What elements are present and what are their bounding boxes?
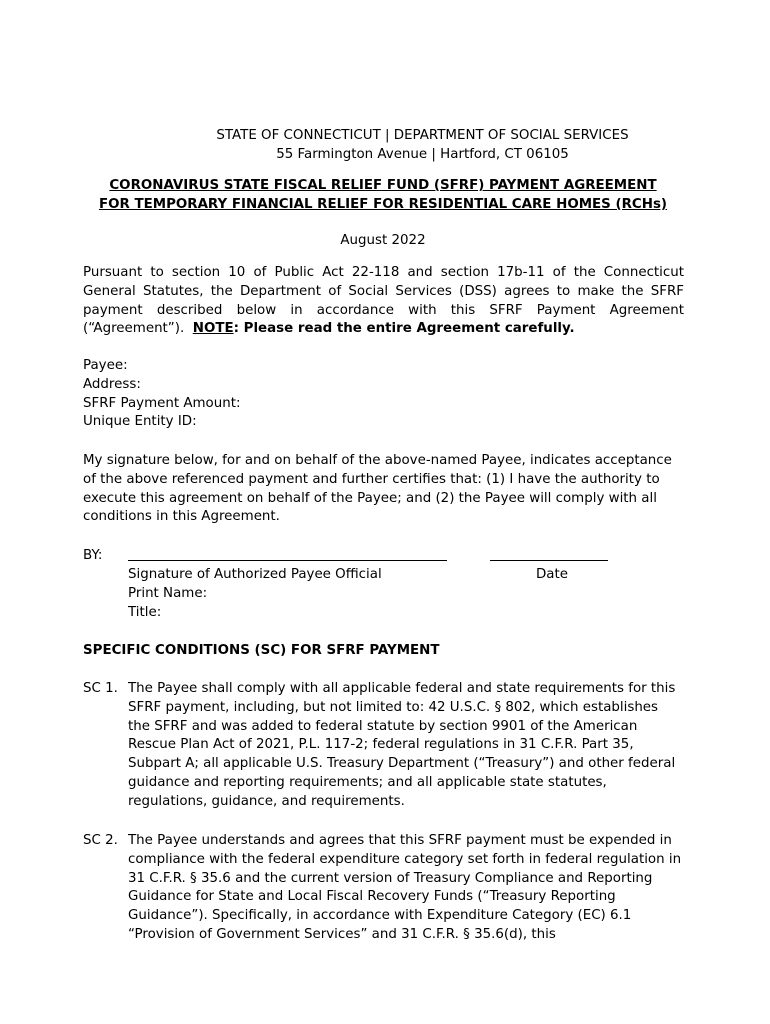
condition-text: The Payee understands and agrees that this SFRF payment must be expended in compliance with the federal expenditure category set forth in federal regulation in 31 C.F.R. § 35.6 and the current version of Treasury Compliance and Reporting Guidance for State and Local Fiscal Recovery Funds (“Treasury Reporting Guidance”). Specifically, in accordance with Expenditure Category (EC) 6.1 “Provision of Government Services” and 31 C.F.R. § 35.6(d), this bbox=[128, 833, 682, 942]
address-label: Address: bbox=[83, 376, 141, 392]
title-line-1: CORONAVIRUS STATE FISCAL RELIEF FUND (SFRF) PAYMENT AGREEMENT bbox=[109, 178, 657, 193]
intro-paragraph bbox=[83, 264, 684, 339]
signature-caption: Signature of Authorized Payee Official bbox=[128, 567, 382, 582]
title-field-label: Title: bbox=[128, 605, 162, 620]
entity-id-label: Unique Entity ID: bbox=[83, 414, 197, 430]
print-name-label: Print Name: bbox=[128, 586, 208, 601]
condition-number: SC 1. bbox=[83, 681, 118, 696]
signature-line bbox=[128, 560, 447, 561]
signature-block bbox=[83, 547, 683, 627]
note-label: NOTE bbox=[192, 321, 234, 337]
by-label: BY: bbox=[83, 548, 103, 563]
letterhead bbox=[0, 127, 770, 165]
agency-name: STATE OF CONNECTICUT | DEPARTMENT OF SOCIAL SERVICES bbox=[216, 128, 629, 143]
date-caption: Date bbox=[536, 567, 569, 582]
condition-item bbox=[83, 832, 683, 945]
condition-item bbox=[83, 680, 683, 812]
payee-fields bbox=[83, 357, 240, 432]
condition-number: SC 2. bbox=[83, 833, 118, 848]
date-line bbox=[490, 560, 608, 561]
note-text: : Please read the entire Agreement carefully. bbox=[233, 321, 575, 337]
certification-paragraph: My signature below, for and on behalf of the above-named Payee, indicates acceptance of the above referenced payment and further certifies that: (1) I have the authority to execute this agreement on behalf of the Payee; and (2) the Payee will comply with all conditions in this Agreement. bbox=[83, 453, 672, 525]
document-title bbox=[0, 177, 766, 215]
agency-address: 55 Farmington Avenue | Hartford, CT 06105 bbox=[276, 146, 569, 162]
payee-label: Payee: bbox=[83, 358, 128, 373]
conditions-heading: SPECIFIC CONDITIONS (SC) FOR SFRF PAYMENT bbox=[83, 643, 440, 658]
note-callout bbox=[193, 321, 575, 336]
title-line-2: FOR TEMPORARY FINANCIAL RELIEF FOR RESIDENTIAL CARE HOMES (RCHs) bbox=[98, 196, 668, 212]
intro-text: Pursuant to section 10 of Public Act 22-118 and section 17b-11 of the Connecticut General Statutes, the Department of Social Services (DSS) agrees to make the SFRF payment described below in accordance with this SFRF Payment Agreement (“Agreement”). bbox=[83, 265, 684, 337]
document-date: August 2022 bbox=[340, 233, 426, 248]
payment-amount-label: SFRF Payment Amount: bbox=[83, 395, 241, 411]
condition-text: The Payee shall comply with all applicable federal and state requirements for this SFRF payment, including, but not limited to: 42 U.S.C. § 802, which establishes the SFRF and was added to federal statute by section 9901 of the American Rescue Plan Act of 2021, P.L. 117-2; federal regulations in 31 C.F.R. Part 35, Subpart A; all applicable U.S. Treasury Department (“Treasury”) and other federal guidance and reporting requirements; and all applicable state statutes, regulations, guidance, and requirements. bbox=[128, 681, 676, 809]
